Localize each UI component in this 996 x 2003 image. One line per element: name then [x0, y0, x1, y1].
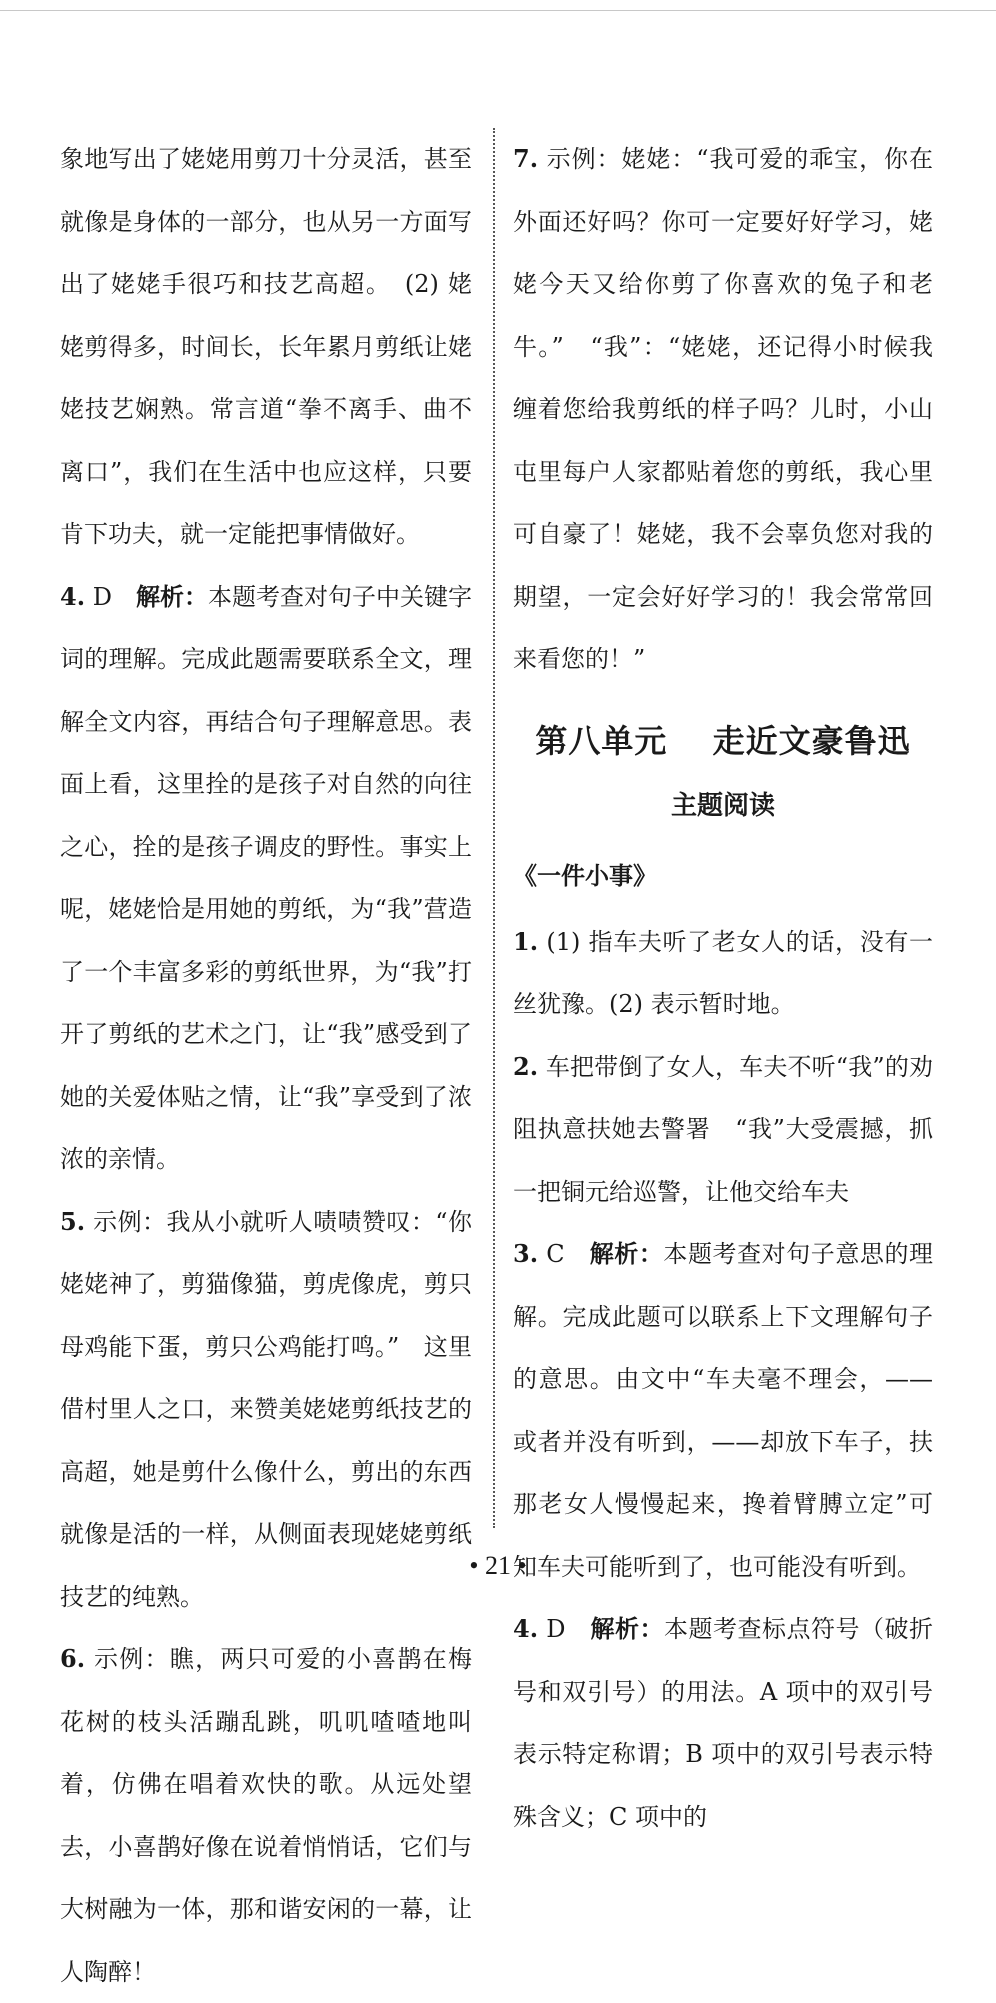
answer-item-2: [513, 1036, 933, 1224]
item-number: 2.: [513, 1051, 539, 1081]
item-number: 6.: [60, 1644, 86, 1673]
item-text: 本题考查对句子中关键字词的理解。完成此题需要联系全文，理解全文内容，再结合句子理解意思。表面上看，这里拴的是孩子对自然的向往之心，拴的是孩子调皮的野性。事实上呢，姥姥恰是用她的剪纸，为“我”营造了一个丰富多彩的剪纸世界，为“我”打开了剪纸的艺术之门，让“我”感受到了她的关爱体贴之情，让“我”享受到了浓浓的亲情。: [60, 582, 473, 1173]
item-number: 1.: [513, 926, 539, 956]
left-paragraph-1: [60, 128, 472, 566]
answer-item-6: [60, 1628, 472, 2003]
item-text: 示例：瞧，两只可爱的小喜鹊在梅花树的枝头活蹦乱跳，叽叽喳喳地叫着，仿佛在唱着欢快的歌。从远处望去，小喜鹊好像在说着悄悄话，它们与大树融为一体，那和谐安闲的一幕，让人陶醉！: [60, 1645, 472, 1986]
story-title: 《一件小事》: [513, 861, 657, 890]
right-column: [513, 128, 933, 1848]
item-text: 示例：姥姥：“我可爱的乖宝，你在外面还好吗？你可一定要好好学习，姥姥今天又给你剪了你喜欢的兔子和老牛。” “我”：“姥姥，还记得小时候我缠着您给我剪纸的样子吗？儿时，小山屯里每户人家都贴着您的剪纸，我心里可自豪了！姥姥，我不会辜负您对我的期望，一定会好好学习的！我会常常回来看您的！”: [513, 145, 933, 673]
item-text: 示例：我从小就听人啧啧赞叹：“你姥姥神了，剪猫像猫，剪虎像虎，剪只母鸡能下蛋，剪只公鸡能打鸣。” 这里借村里人之口，来赞美姥姥剪纸技艺的高超，她是剪什么像什么，剪出的东西就像是活的一样，从侧面表现姥姥剪纸技艺的纯熟。: [60, 1207, 472, 1611]
item-text: (1) 指车夫听了老女人的话，没有一丝犹豫。(2) 表示暂时地。: [513, 927, 933, 1018]
analysis-label: 解析：: [135, 581, 208, 611]
analysis-label: 解析：: [589, 1239, 664, 1268]
item-text: 车把带倒了女人，车夫不听“我”的劝阻执意扶她去警署 “我”大受震撼，抓一把铜元给巡警，让他交给车夫: [513, 1052, 933, 1206]
item-text: 本题考查对句子意思的理解。完成此题可以联系上下文理解句子的意思。由文中“车夫毫不理会，——或者并没有听到，——却放下车子，扶那老女人慢慢起来，搀着臂膊立定”可知车夫可能听到了，也可能没有听到。: [513, 1240, 934, 1581]
item-answer: D: [85, 582, 136, 611]
item-number: 5.: [60, 1206, 86, 1236]
item-number: 4.: [60, 581, 86, 611]
answer-item-4b: [513, 1598, 933, 1848]
item-answer: C: [538, 1240, 590, 1268]
answer-item-1: [513, 911, 933, 1036]
item-number: 4.: [513, 1614, 539, 1643]
paragraph-text: 象地写出了姥姥用剪刀十分灵活，甚至就像是身体的一部分，也从另一方面写出了姥姥手很巧和技艺高超。 (2) 姥姥剪得多，时间长，长年累月剪纸让姥姥技艺娴熟。常言道“拳不离手、曲不离口”，我们在生活中也应这样，只要肯下功夫，就一定能把事情做好。: [60, 145, 472, 548]
analysis-label: 解析：: [590, 1614, 664, 1643]
answer-item-3: [513, 1223, 933, 1598]
item-number: 7.: [513, 144, 539, 173]
section-title: 主题阅读: [670, 790, 775, 821]
item-answer: D: [538, 1615, 591, 1643]
top-rule: [0, 10, 996, 11]
unit-title: 第八单元 走近文豪鲁迅: [535, 721, 911, 760]
item-text: 本题考查标点符号（破折号和双引号）的用法。A 项中的双引号表示特定称谓；B 项中的双引号表示特殊含义；C 项中的: [513, 1615, 934, 1831]
answer-item-4: [60, 566, 472, 1191]
column-divider: [493, 128, 495, 1528]
page-number: • 21 •: [469, 1551, 527, 1580]
left-column: [60, 128, 472, 2003]
item-number: 3.: [513, 1239, 539, 1268]
answer-item-7: [513, 128, 933, 691]
